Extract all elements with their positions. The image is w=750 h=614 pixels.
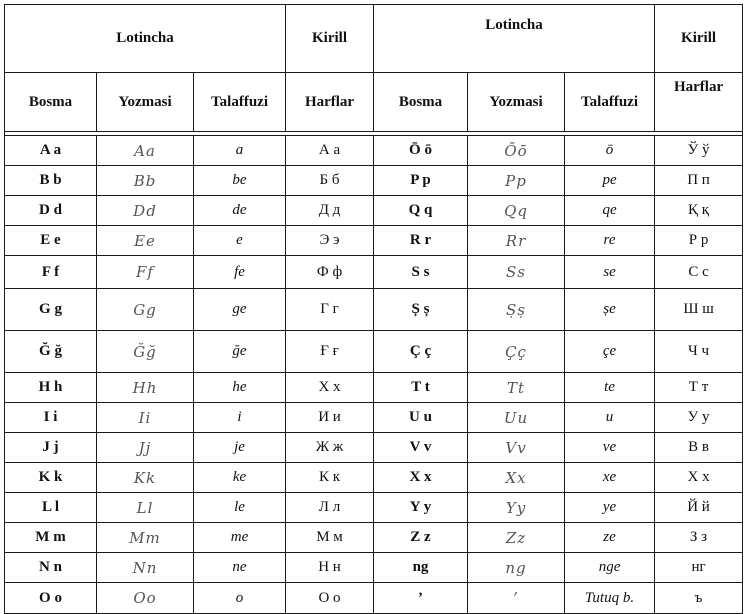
table-row: [5, 331, 743, 373]
cursive-letter-left: Mm: [97, 523, 194, 553]
alphabet-rows: [5, 136, 743, 614]
cyrillic-letter-right: ъ: [655, 583, 743, 614]
print-letter-left: J j: [5, 433, 97, 463]
cursive-letter-left: Dd: [97, 196, 194, 226]
pronunciation-right: ye: [565, 493, 655, 523]
cyrillic-letter-left: Д д: [286, 196, 374, 226]
cyrillic-letter-left: Ж ж: [286, 433, 374, 463]
cursive-letter-left: Bb: [97, 166, 194, 196]
print-letter-left: F f: [5, 256, 97, 289]
cursive-letter-right: Rr: [468, 226, 565, 256]
print-letter-right: ng: [374, 553, 468, 583]
cursive-letter-left: Oo: [97, 583, 194, 614]
print-letter-left: I i: [5, 403, 97, 433]
cyrillic-header-right: Kirill: [655, 5, 743, 73]
print-letter-left: D d: [5, 196, 97, 226]
cursive-letter-right: Ōō: [468, 136, 565, 166]
table-row: [5, 433, 743, 463]
print-letter-left: H h: [5, 373, 97, 403]
cursive-letter-right: Vv: [468, 433, 565, 463]
cursive-letter-left: Ee: [97, 226, 194, 256]
cyrillic-letter-right: Т т: [655, 373, 743, 403]
pronunciation-left: he: [194, 373, 286, 403]
cyrillic-letter-right: У у: [655, 403, 743, 433]
cyrillic-letter-left: Н н: [286, 553, 374, 583]
print-letter-right: V v: [374, 433, 468, 463]
yozmasi-header-right: Yozmasi: [468, 73, 565, 132]
table-row: [5, 553, 743, 583]
table-row: [5, 196, 743, 226]
cyrillic-letter-right: Р р: [655, 226, 743, 256]
pronunciation-right: se: [565, 256, 655, 289]
table-row: [5, 493, 743, 523]
pronunciation-right: ō: [565, 136, 655, 166]
pronunciation-left: i: [194, 403, 286, 433]
yozmasi-header-left: Yozmasi: [97, 73, 194, 132]
cursive-letter-left: Ii: [97, 403, 194, 433]
cursive-letter-left: Ğğ: [97, 331, 194, 373]
pronunciation-right: pe: [565, 166, 655, 196]
alphabet-table: [4, 4, 743, 614]
print-letter-right: U u: [374, 403, 468, 433]
cyrillic-letter-right: Й й: [655, 493, 743, 523]
pronunciation-left: be: [194, 166, 286, 196]
cyrillic-letter-right: П п: [655, 166, 743, 196]
cyrillic-letter-right: Ч ч: [655, 331, 743, 373]
cursive-letter-right: Uu: [468, 403, 565, 433]
cyrillic-letter-left: Л л: [286, 493, 374, 523]
cyrillic-letter-left: М м: [286, 523, 374, 553]
pronunciation-left: je: [194, 433, 286, 463]
pronunciation-left: ke: [194, 463, 286, 493]
cyrillic-letter-right: В в: [655, 433, 743, 463]
print-letter-left: E e: [5, 226, 97, 256]
cyrillic-letter-left: Б б: [286, 166, 374, 196]
cursive-letter-right: ’: [468, 583, 565, 614]
talaffuzi-header-right: Talaffuzi: [565, 73, 655, 132]
cyrillic-letter-right: С с: [655, 256, 743, 289]
pronunciation-left: fe: [194, 256, 286, 289]
print-letter-left: B b: [5, 166, 97, 196]
cursive-letter-left: Kk: [97, 463, 194, 493]
cursive-letter-left: Jj: [97, 433, 194, 463]
talaffuzi-header-left: Talaffuzi: [194, 73, 286, 132]
bosma-header-right: Bosma: [374, 73, 468, 132]
cursive-letter-right: Zz: [468, 523, 565, 553]
bosma-header-left: Bosma: [5, 73, 97, 132]
print-letter-left: O o: [5, 583, 97, 614]
pronunciation-right: xe: [565, 463, 655, 493]
print-letter-right: P p: [374, 166, 468, 196]
header-row: [5, 5, 743, 73]
cyrillic-letter-right: Ў ў: [655, 136, 743, 166]
print-letter-left: N n: [5, 553, 97, 583]
print-letter-right: Y y: [374, 493, 468, 523]
pronunciation-left: ge: [194, 289, 286, 331]
print-letter-right: X x: [374, 463, 468, 493]
cursive-letter-right: Ss: [468, 256, 565, 289]
pronunciation-left: a: [194, 136, 286, 166]
table-row: [5, 136, 743, 166]
print-letter-left: L l: [5, 493, 97, 523]
pronunciation-right: ve: [565, 433, 655, 463]
subheader-row: [5, 73, 743, 132]
cyrillic-letter-left: Ғ ғ: [286, 331, 374, 373]
latin-header-left: Lotincha: [5, 5, 286, 73]
table-row: [5, 256, 743, 289]
cyrillic-letter-left: Ф ф: [286, 256, 374, 289]
table-row: [5, 523, 743, 553]
alphabet-table-wrapper: [4, 4, 743, 614]
cursive-letter-left: Nn: [97, 553, 194, 583]
print-letter-left: K k: [5, 463, 97, 493]
pronunciation-left: de: [194, 196, 286, 226]
cyrillic-letter-left: Х х: [286, 373, 374, 403]
table-row: [5, 463, 743, 493]
cursive-letter-left: Gg: [97, 289, 194, 331]
print-letter-right: R r: [374, 226, 468, 256]
cursive-letter-right: ng: [468, 553, 565, 583]
print-letter-right: T t: [374, 373, 468, 403]
cursive-letter-right: Çç: [468, 331, 565, 373]
print-letter-left: Ğ ğ: [5, 331, 97, 373]
pronunciation-right: ze: [565, 523, 655, 553]
cyrillic-letter-left: И и: [286, 403, 374, 433]
pronunciation-right: qe: [565, 196, 655, 226]
cyrillic-letter-right: З з: [655, 523, 743, 553]
pronunciation-left: ğe: [194, 331, 286, 373]
harflar-header-right: Harflar: [655, 73, 743, 132]
pronunciation-right: te: [565, 373, 655, 403]
cursive-letter-right: Xx: [468, 463, 565, 493]
print-letter-right: Ō ō: [374, 136, 468, 166]
pronunciation-left: o: [194, 583, 286, 614]
pronunciation-right: șe: [565, 289, 655, 331]
table-row: [5, 226, 743, 256]
cyrillic-letter-left: Э э: [286, 226, 374, 256]
pronunciation-right: çe: [565, 331, 655, 373]
cyrillic-letter-right: Ш ш: [655, 289, 743, 331]
print-letter-right: S s: [374, 256, 468, 289]
pronunciation-right: u: [565, 403, 655, 433]
print-letter-right: Q q: [374, 196, 468, 226]
cursive-letter-right: Tt: [468, 373, 565, 403]
table-row: [5, 583, 743, 614]
pronunciation-left: e: [194, 226, 286, 256]
print-letter-right: Z z: [374, 523, 468, 553]
pronunciation-left: le: [194, 493, 286, 523]
print-letter-left: G g: [5, 289, 97, 331]
pronunciation-right: re: [565, 226, 655, 256]
cyrillic-letter-left: К к: [286, 463, 374, 493]
cursive-letter-right: Yy: [468, 493, 565, 523]
cursive-letter-left: Ll: [97, 493, 194, 523]
cursive-letter-right: Șș: [468, 289, 565, 331]
cyrillic-letter-left: Г г: [286, 289, 374, 331]
table-row: [5, 166, 743, 196]
cursive-letter-left: Hh: [97, 373, 194, 403]
table-row: [5, 403, 743, 433]
cursive-letter-left: Ff: [97, 256, 194, 289]
cursive-letter-right: Pp: [468, 166, 565, 196]
print-letter-left: M m: [5, 523, 97, 553]
pronunciation-left: ne: [194, 553, 286, 583]
pronunciation-left: me: [194, 523, 286, 553]
cyrillic-letter-right: нг: [655, 553, 743, 583]
print-letter-right: ’: [374, 583, 468, 614]
cyrillic-letter-left: А а: [286, 136, 374, 166]
print-letter-left: A a: [5, 136, 97, 166]
table-row: [5, 373, 743, 403]
latin-header-right: Lotincha: [374, 5, 655, 73]
harflar-header-left: Harflar: [286, 73, 374, 132]
pronunciation-right: Tutuq b.: [565, 583, 655, 614]
table-row: [5, 289, 743, 331]
pronunciation-right: nge: [565, 553, 655, 583]
print-letter-right: Ç ç: [374, 331, 468, 373]
print-letter-right: Ș ș: [374, 289, 468, 331]
cyrillic-letter-right: Х х: [655, 463, 743, 493]
cursive-letter-right: Qq: [468, 196, 565, 226]
cyrillic-letter-left: О о: [286, 583, 374, 614]
cyrillic-letter-right: Қ қ: [655, 196, 743, 226]
cyrillic-header-left: Kirill: [286, 5, 374, 73]
cursive-letter-left: Aa: [97, 136, 194, 166]
